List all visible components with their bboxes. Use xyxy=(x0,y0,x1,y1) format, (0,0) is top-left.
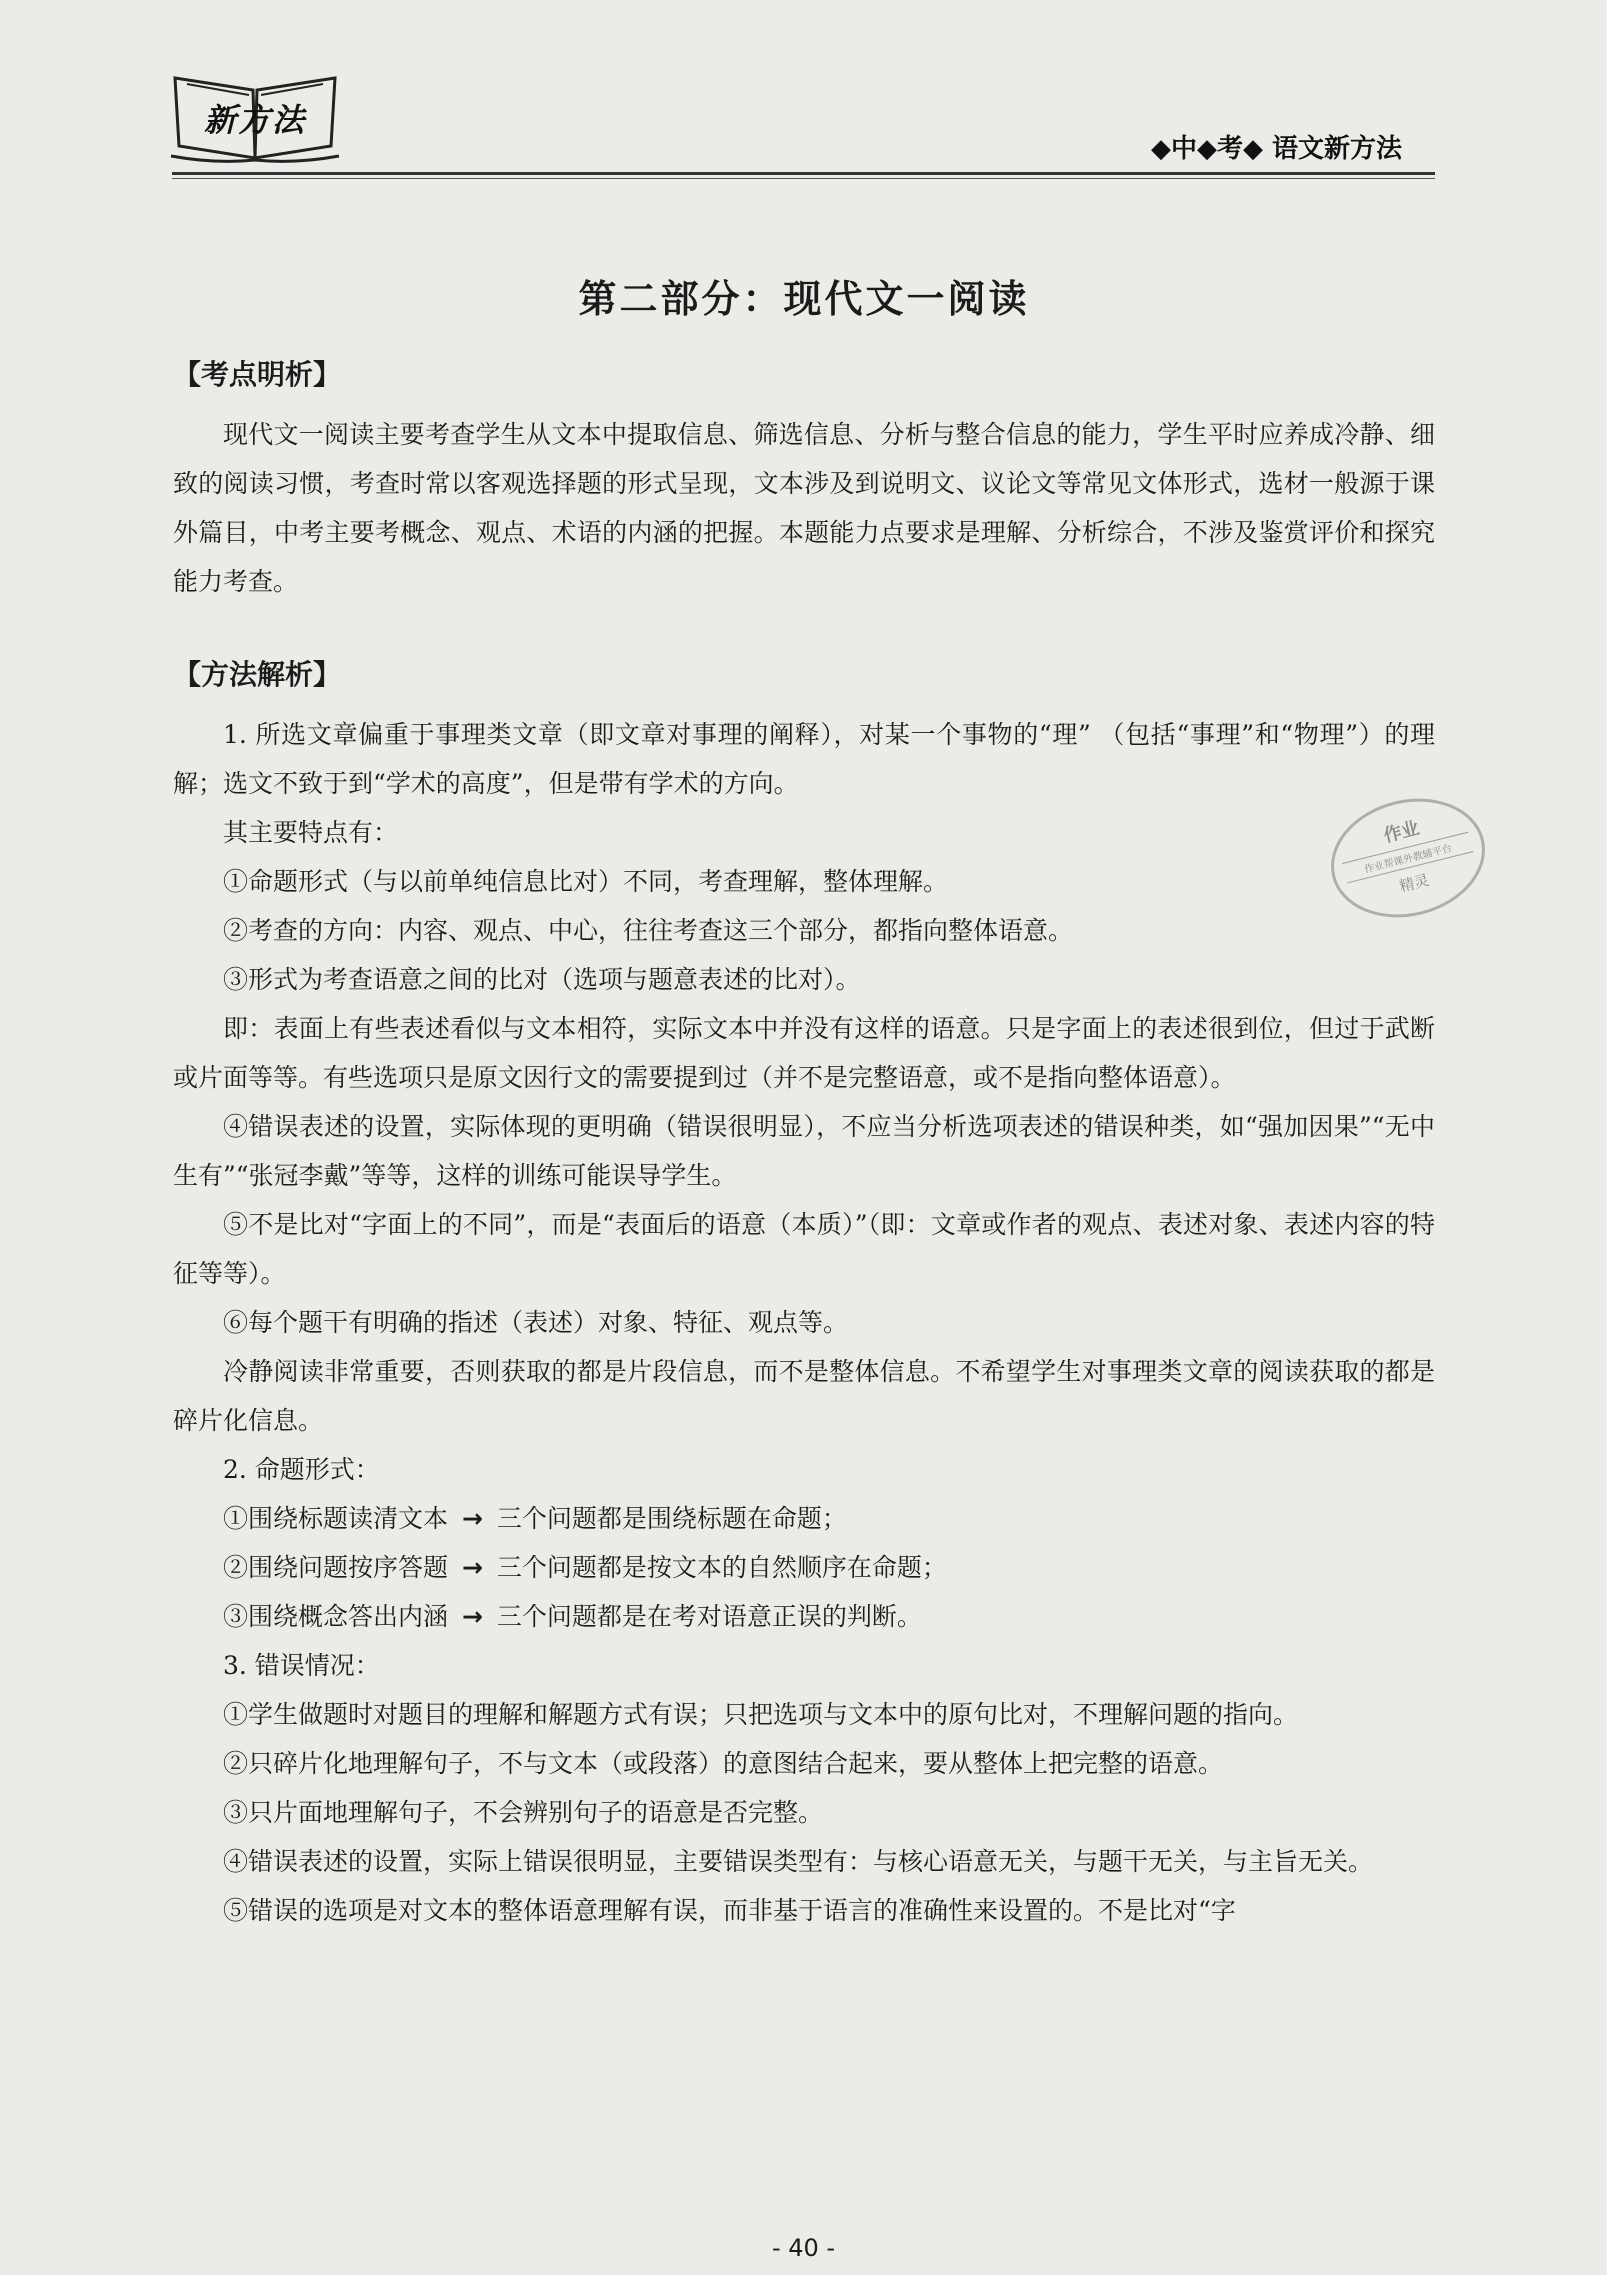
list-item: ③只片面地理解句子，不会辨别句子的语意是否完整。 xyxy=(223,1798,824,1827)
form-item xyxy=(173,1592,1435,1641)
form-item-label: ①围绕标题读清文本 xyxy=(223,1504,449,1533)
stamp-line-2: 作业帮课外教辅平台 xyxy=(1342,832,1473,884)
logo-text: 新方法 xyxy=(203,101,306,139)
list-item: ②考查的方向：内容、观点、中心，往往考查这三个部分，都指向整体语意。 xyxy=(223,916,1074,945)
form-item-label: ③围绕概念答出内涵 xyxy=(223,1602,449,1631)
paragraph: 2. 命题形式： xyxy=(223,1455,380,1484)
form-item-desc: 三个问题都是围绕标题在命题； xyxy=(496,1504,847,1533)
arrow-right-icon: → xyxy=(461,1504,483,1533)
section-heading-kaodian: 【考点明析】 xyxy=(173,358,342,391)
paragraph: 3. 错误情况： xyxy=(223,1651,380,1680)
page-header xyxy=(0,0,1607,190)
main-content xyxy=(173,268,1435,1935)
list-item: ⑥每个题干有明确的指述（表述）对象、特征、观点等。 xyxy=(223,1308,849,1337)
kaodian-paragraph: 现代文一阅读主要考查学生从文本中提取信息、筛选信息、分析与整合信息的能力，学生平时应养成冷静、细致的阅读习惯，考查时常以客观选择题的形式呈现，文本涉及到说明文、议论文等常见文体形式，选材一般源于课外篇目，中考主要考概念、观点、术语的内涵的把握。本题能力点要求是理解、分析综合，不涉及鉴赏评价和探究能力考查。 xyxy=(173,420,1435,596)
section-heading-fangfa: 【方法解析】 xyxy=(173,658,342,691)
list-item: ④错误表述的设置，实际体现的更明确（错误很明显），不应当分析选项表述的错误种类，如“强加因果”“无中生有”“张冠李戴”等等，这样的训练可能误导学生。 xyxy=(173,1112,1435,1190)
stamp-line-3: 精灵 xyxy=(1397,870,1432,896)
form-item-desc: 三个问题都是按文本的自然顺序在命题； xyxy=(496,1553,947,1582)
paragraph: 1. 所选文章偏重于事理类文章（即文章对事理的阐释），对某一个事物的“理” （包括“事理”和“物理”）的理解；选文不致于到“学术的高度”，但是带有学术的方向。 xyxy=(173,720,1435,798)
paragraph: 其主要特点有： xyxy=(223,818,399,847)
list-item: ⑤错误的选项是对文本的整体语意理解有误，而非基于语言的准确性来设置的。不是比对“字 xyxy=(223,1896,1236,1925)
list-item: ④错误表述的设置，实际上错误很明显，主要错误类型有：与核心语意无关，与题干无关，与主旨无关。 xyxy=(223,1847,1374,1876)
stamp-line-1: 作业 xyxy=(1381,817,1422,847)
paragraph: 冷静阅读非常重要，否则获取的都是片段信息，而不是整体信息。不希望学生对事理类文章的阅读获取的都是碎片化信息。 xyxy=(173,1357,1435,1435)
header-divider-thin xyxy=(172,178,1435,179)
arrow-right-icon: → xyxy=(461,1602,483,1631)
arrow-right-icon: → xyxy=(461,1553,483,1582)
header-divider xyxy=(172,172,1435,175)
part-title: 第二部分：现代文一阅读 xyxy=(578,277,1030,321)
list-item: ⑤不是比对“字面上的不同”，而是“表面后的语意（本质）”（即：文章或作者的观点、表述对象、表述内容的特征等等）。 xyxy=(173,1210,1435,1288)
paragraph: 即：表面上有些表述看似与文本相符，实际文本中并没有这样的语意。只是字面上的表述很到位，但过于武断或片面等等。有些选项只是原文因行文的需要提到过（并不是完整语意，或不是指向整体语意）。 xyxy=(173,1014,1435,1092)
list-item: ③形式为考查语意之间的比对（选项与题意表述的比对）。 xyxy=(223,965,861,994)
form-item xyxy=(173,1543,1435,1592)
list-item: ①学生做题时对题目的理解和解题方式有误；只把选项与文本中的原句比对，不理解问题的指向。 xyxy=(223,1700,1299,1729)
list-item: ②只碎片化地理解句子，不与文本（或段落）的意图结合起来，要从整体上把完整的语意。 xyxy=(223,1749,1224,1778)
form-item-label: ②围绕问题按序答题 xyxy=(223,1553,449,1582)
list-item: ①命题形式（与以前单纯信息比对）不同，考查理解，整体理解。 xyxy=(223,867,949,896)
form-item xyxy=(173,1494,1435,1543)
header-title: ◆中◆考◆ 语文新方法 xyxy=(1150,134,1402,164)
page-number: - 40 - xyxy=(771,2234,836,2262)
logo xyxy=(165,60,345,170)
form-item-desc: 三个问题都是在考对语意正误的判断。 xyxy=(496,1602,922,1631)
